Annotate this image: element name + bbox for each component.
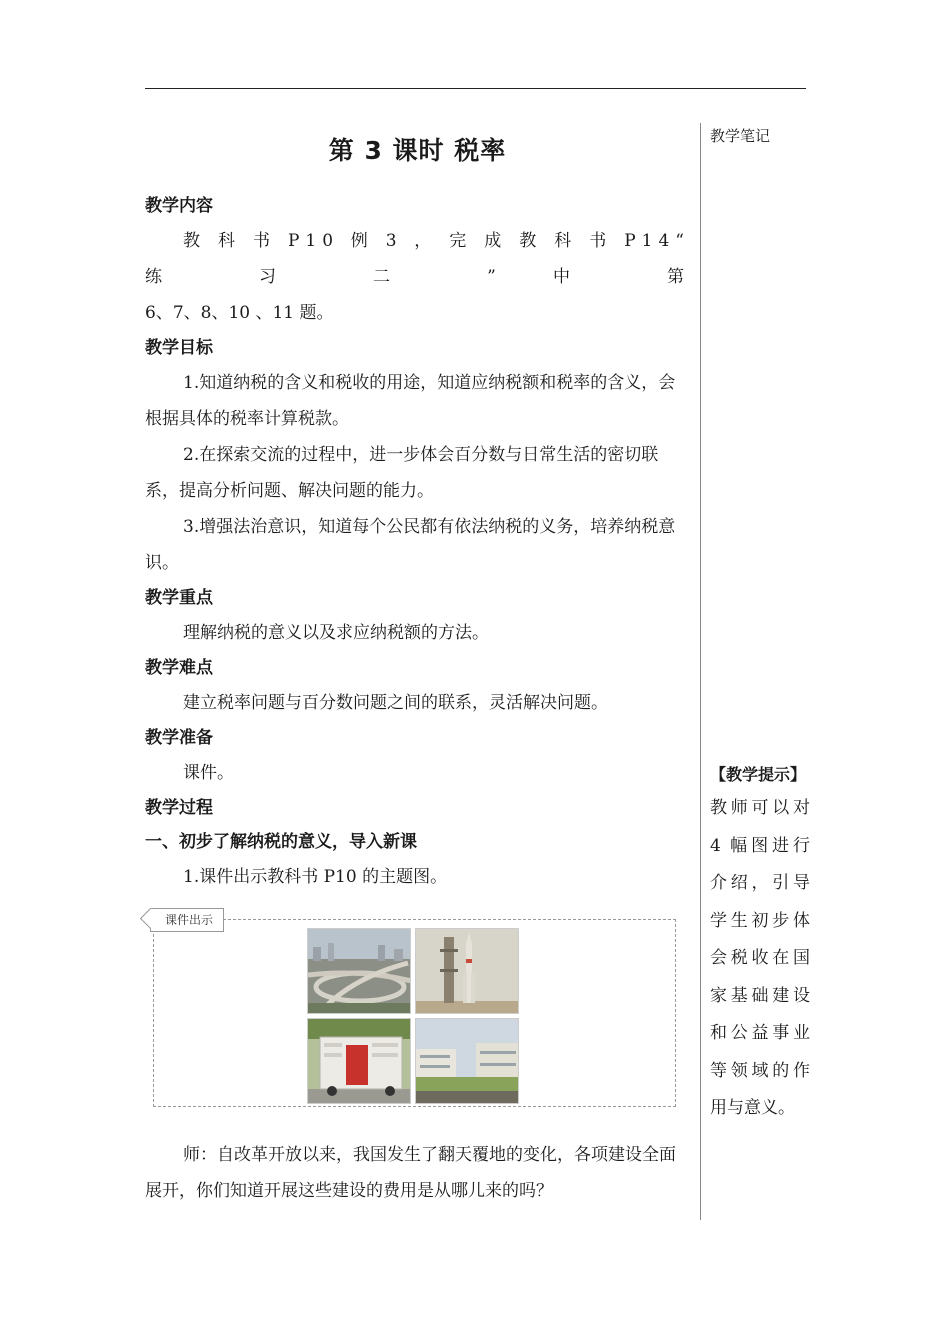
key-text: 理解纳税的意义以及求应纳税额的方法。 bbox=[183, 623, 489, 643]
section-heading-goals: 教学目标 bbox=[145, 338, 213, 358]
process-step-item: 1.课件出示教科书 P10 的主题图。 bbox=[183, 867, 448, 887]
page-title: 第 3 课时 税率 bbox=[328, 136, 507, 165]
mobile-clinic-photo bbox=[307, 1018, 411, 1104]
theme-image-grid bbox=[307, 928, 519, 1106]
tip-title: 【教学提示】 bbox=[710, 765, 807, 784]
section-heading-process: 教学过程 bbox=[145, 798, 213, 818]
content-text-cont: 6、7、8、10 、11 题。 bbox=[145, 303, 334, 323]
overpass-photo bbox=[307, 928, 411, 1014]
goal-item: 3.增强法治意识，知道每个公民都有依法纳税的义务，培养纳税意识。 bbox=[145, 517, 676, 573]
section-heading-difficulty: 教学难点 bbox=[145, 658, 213, 678]
content-text: 教 科 书 P10 例 3 ， 完 成 教 科 书 P14“ 练 习 二 ” 中 第 bbox=[145, 231, 690, 287]
courseware-tag: 课件出示 bbox=[150, 908, 224, 932]
main-column bbox=[145, 125, 690, 1209]
section-heading-prep: 教学准备 bbox=[145, 728, 213, 748]
header-rule bbox=[145, 88, 806, 89]
difficulty-text: 建立税率问题与百分数问题之间的联系，灵活解决问题。 bbox=[183, 693, 608, 713]
courseware-figure bbox=[153, 913, 676, 1107]
prep-text: 课件。 bbox=[183, 763, 234, 783]
teacher-line: 师：自改革开放以来，我国发生了翻天覆地的变化，各项建设全面展开，你们知道开展这些建设的费用是从哪儿来的吗？ bbox=[145, 1145, 676, 1201]
notes-title: 教学笔记 bbox=[710, 127, 771, 145]
notes-column-divider bbox=[700, 123, 701, 1220]
rocket-launch-photo bbox=[415, 928, 519, 1014]
process-step-heading: 一、初步了解纳税的意义，导入新课 bbox=[145, 832, 417, 852]
tip-text: 教师可以对 4 幅图进行介绍，引导学生初步体会税收在国家基础建设和公益事业等领域的作用与意义。 bbox=[710, 798, 810, 1118]
goal-item: 2.在探索交流的过程中，进一步体会百分数与日常生活的密切联系，提高分析问题、解决问题的能力。 bbox=[145, 445, 659, 501]
section-heading-key: 教学重点 bbox=[145, 588, 213, 608]
school-building-photo bbox=[415, 1018, 519, 1104]
goal-item: 1.知道纳税的含义和税收的用途，知道应纳税额和税率的含义，会根据具体的税率计算税款。 bbox=[145, 373, 676, 429]
section-heading-content: 教学内容 bbox=[145, 196, 213, 216]
